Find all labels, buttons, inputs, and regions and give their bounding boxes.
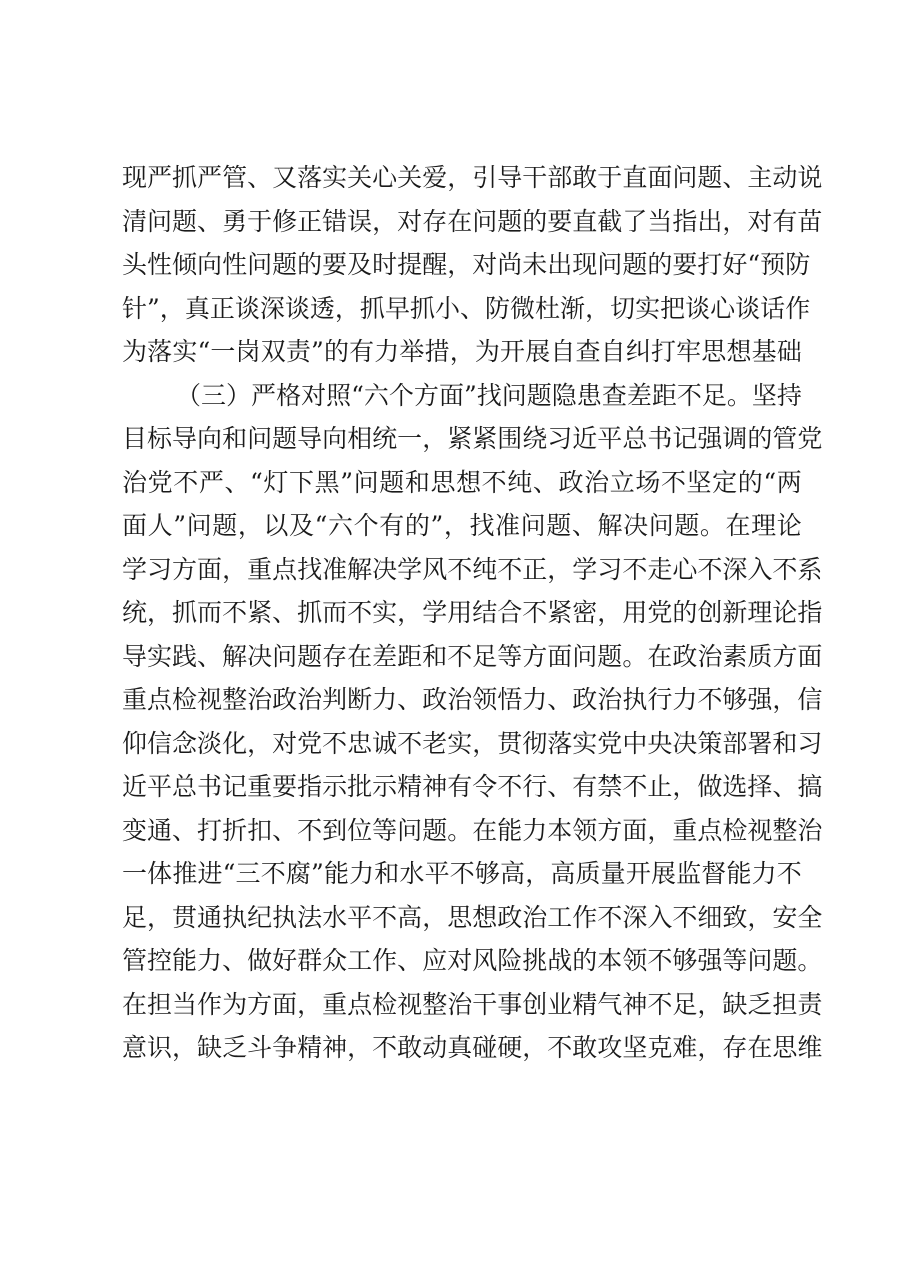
- text-line: 在 担 当 作 为 方 面 ， 重 点 检 视 整 治 干 事 创 业 精 气 神 不 足 ， 缺 乏 担 责: [122, 989, 823, 1019]
- text-line: 管 控 能 力 、 做 好 群 众 工 作 、 应 对 风 险 挑 战 的 本 领 不 够 强 等 问 题 。: [122, 946, 823, 975]
- text-line: 重 点 检 视 整 治 政 治 判 断 力 、 政 治 领 悟 力 、 政 治 执 行 力 不 够 强 ， 信: [122, 685, 823, 714]
- text-line: （ 三 ） 严 格 对 照 “ 六 个 方 面 ” 找 问 题 隐 患 查 差 距 不 足 。 坚 持: [176, 380, 802, 410]
- text-line: 足 ， 贯 通 执 纪 执 法 水 平 不 高 ， 思 想 政 治 工 作 不 深 入 不 细 致 ， 安 全: [122, 902, 823, 932]
- text-line: 现 严 抓 严 管 、 又 落 实 关 心 关 爱 ， 引 导 干 部 敢 于 直 面 问 题 、 主 动 说: [122, 163, 823, 192]
- body-text: [122, 156, 823, 1070]
- text-line: 仰 信 念 淡 化 ， 对 党 不 忠 诚 不 老 实 ， 贯 彻 落 实 党 中 央 决 策 部 署 和 习: [122, 728, 823, 758]
- text-line: 头 性 倾 向 性 问 题 的 要 及 时 提 醒 ， 对 尚 未 出 现 问 题 的 要 打 好 “ 预 防: [122, 250, 811, 279]
- text-line: 近 平 总 书 记 重 要 指 示 批 示 精 神 有 令 不 行 、 有 禁 不 止 ， 做 选 择 、 搞: [122, 772, 823, 801]
- text-line: 一 体 推 进 “ 三 不 腐 ” 能 力 和 水 平 不 够 高 ， 高 质 量 开 展 监 督 能 力 不: [122, 859, 802, 888]
- text-line: 清 问 题 、 勇 于 修 正 错 误 ， 对 存 在 问 题 的 要 直 截 了 当 指 出 ， 对 有 苗: [122, 206, 823, 236]
- text-line: 治 党 不 严 、 “ 灯 下 黑 ” 问 题 和 思 想 不 纯 、 政 治 立 场 不 坚 定 的 “ 两: [122, 467, 802, 497]
- text-line: 目 标 导 向 和 问 题 导 向 相 统 一 ， 紧 紧 围 绕 习 近 平 总 书 记 强 调 的 管 党: [122, 424, 823, 453]
- text-line: 统 ， 抓 而 不 紧 、 抓 而 不 实 ， 学 用 结 合 不 紧 密 ， 用 党 的 创 新 理 论 指: [122, 598, 823, 627]
- text-line: 学 习 方 面 ， 重 点 找 准 解 决 学 风 不 纯 不 正 ， 学 习 不 走 心 不 深 入 不 系: [122, 554, 823, 584]
- text-line: 为 落 实 “ 一 岗 双 责 ” 的 有 力 举 措 ， 为 开 展 自 查 自 纠 打 牢 思 想 基 础: [122, 337, 802, 366]
- text-line: 变 通 、 打 折 扣 、 不 到 位 等 问 题 。 在 能 力 本 领 方 面 ， 重 点 检 视 整 治: [122, 815, 823, 845]
- text-line: 意 识 ， 缺 乏 斗 争 精 神 ， 不 敢 动 真 碰 硬 ， 不 敢 攻 坚 克 难 ， 存 在 思 维: [122, 1033, 823, 1062]
- text-line: 导 实 践 、 解 决 问 题 存 在 差 距 和 不 足 等 方 面 问 题 。 在 政 治 素 质 方 面: [122, 641, 823, 671]
- text-line: 针 ” ， 真 正 谈 深 谈 透 ， 抓 早 抓 小 、 防 微 杜 渐 ， 切 实 把 谈 心 谈 话 作: [122, 293, 811, 323]
- text-line: 面 人 ” 问 题 ， 以 及 “ 六 个 有 的 ” ， 找 准 问 题 、 解 决 问 题 。 在 理 论: [122, 511, 802, 540]
